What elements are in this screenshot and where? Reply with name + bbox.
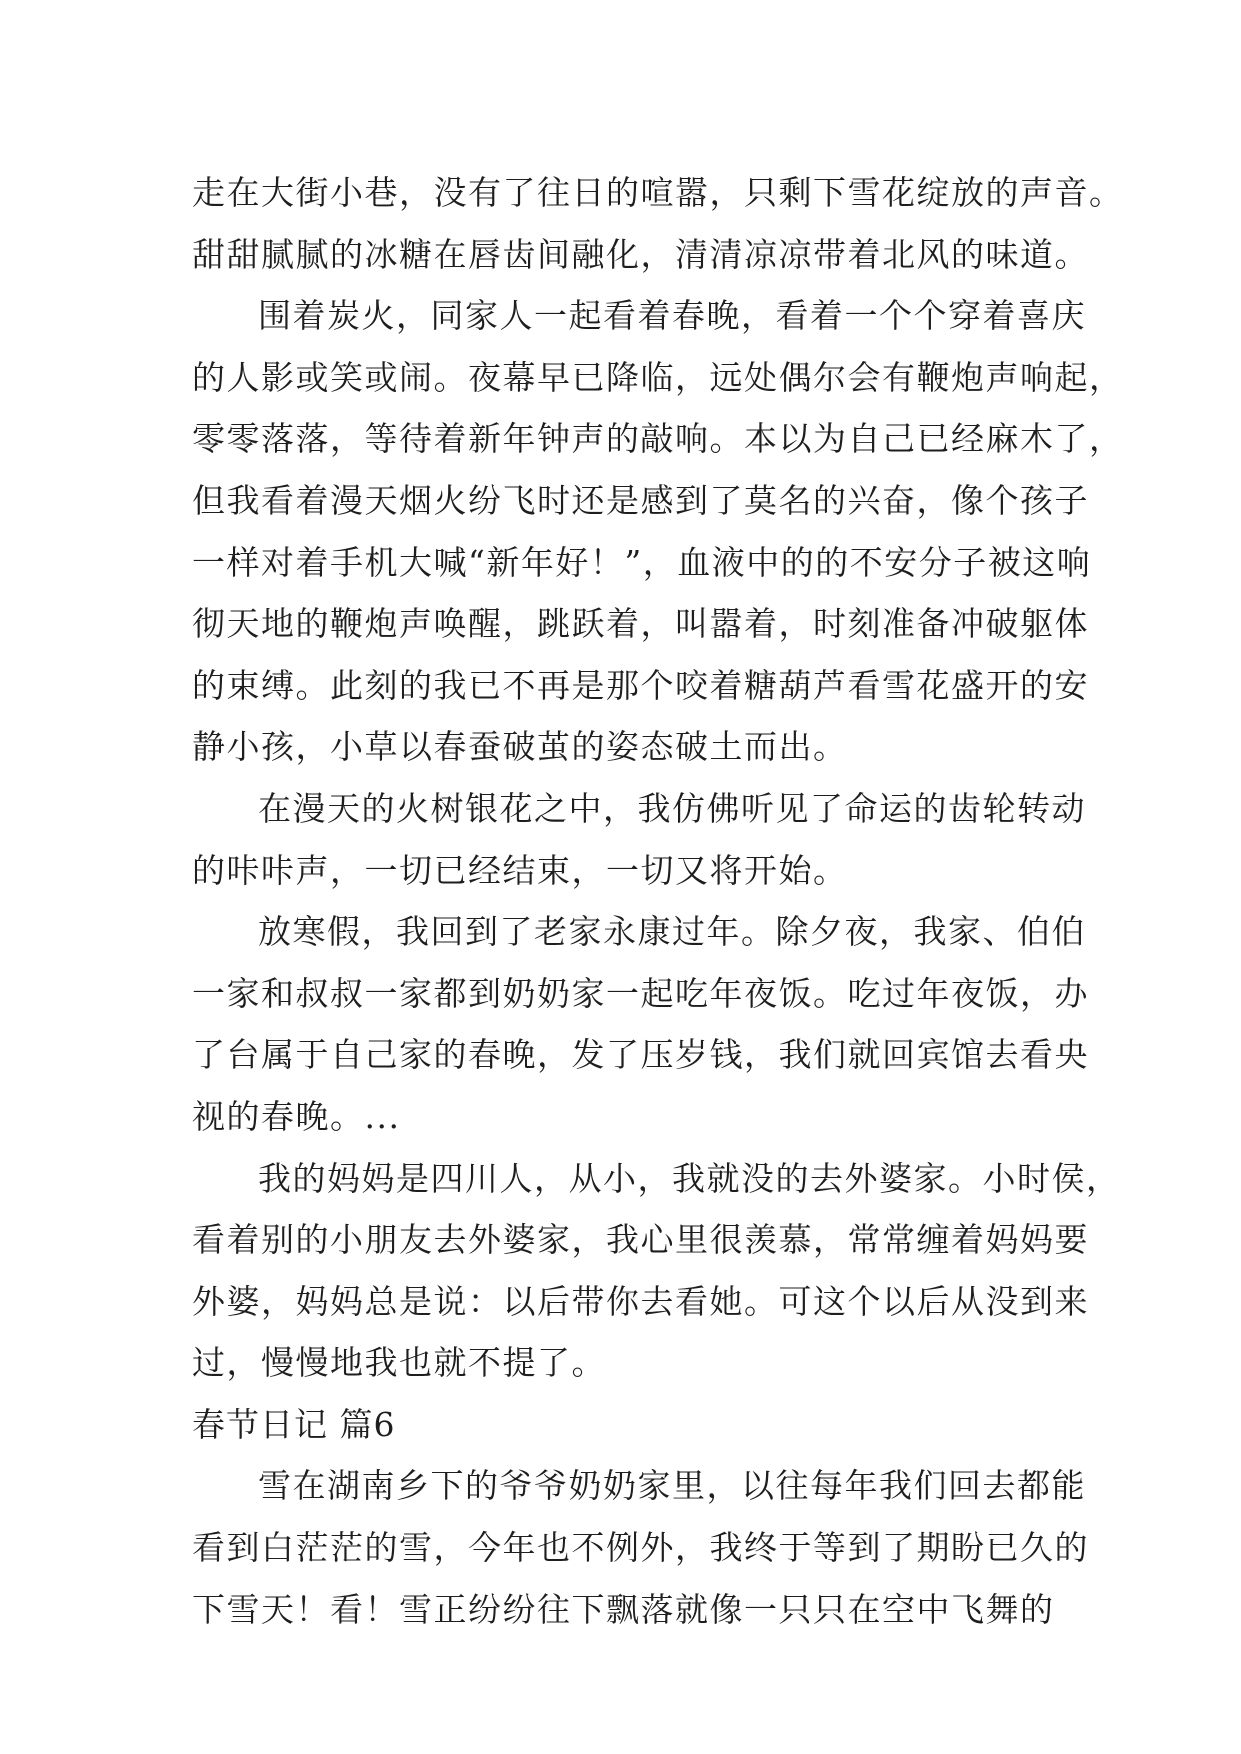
text-line: 视的春晚。... — [192, 1096, 401, 1136]
text-line: 看到白茫茫的雪，今年也不例外，我终于等到了期盼已久的 — [192, 1528, 1089, 1568]
text-line: 的人影或笑或闹。夜幕早已降临，远处偶尔会有鞭炮声响起， — [192, 357, 1124, 397]
paragraph-start-line: 我的妈妈是四川人，从小，我就没的去外婆家。小时侯， — [258, 1158, 1121, 1198]
paragraph-start-line: 雪在湖南乡下的爷爷奶奶家里，以往每年我们回去都能 — [258, 1466, 1086, 1506]
text-line: 甜甜腻腻的冰糖在唇齿间融化，清清凉凉带着北风的味道。 — [192, 234, 1089, 274]
section-heading: 春节日记 篇6 — [192, 1404, 396, 1444]
text-line: 走在大街小巷，没有了往日的喧嚣，只剩下雪花绽放的声音。 — [192, 173, 1124, 212]
text-line: 的咔咔声，一切已经结束，一切又将开始。 — [192, 850, 848, 890]
text-line: 一家和叔叔一家都到奶奶家一起吃年夜饭。吃过年夜饭，办 — [192, 973, 1089, 1013]
text-line: 零零落落，等待着新年钟声的敲响。本以为自己已经麻木了， — [192, 419, 1124, 459]
text-line: 看着别的小朋友去外婆家，我心里很羡慕，常常缠着妈妈要 — [192, 1220, 1089, 1260]
text-line: 静小孩，小草以春蚕破茧的姿态破土而出。 — [192, 727, 848, 767]
document-body — [192, 162, 1124, 1640]
paragraph-start-line: 围着炭火，同家人一起看着春晚，看着一个个穿着喜庆 — [258, 296, 1086, 336]
text-line: 但我看着漫天烟火纷飞时还是感到了莫名的兴奋，像个孩子 — [192, 480, 1089, 520]
paragraph-start-line: 放寒假，我回到了老家永康过年。除夕夜，我家、伯伯 — [258, 912, 1086, 952]
text-line: 彻天地的鞭炮声唤醒，跳跃着，叫嚣着，时刻准备冲破躯体 — [192, 604, 1089, 644]
text-line: 外婆，妈妈总是说：以后带你去看她。可这个以后从没到来 — [192, 1281, 1089, 1321]
text-line: 的束缚。此刻的我已不再是那个咬着糖葫芦看雪花盛开的安 — [192, 665, 1089, 705]
text-line: 过，慢慢地我也就不提了。 — [192, 1343, 606, 1383]
paragraph-start-line: 在漫天的火树银花之中，我仿佛听见了命运的齿轮转动 — [258, 788, 1086, 828]
text-line: 了台属于自己家的春晚，发了压岁钱，我们就回宾馆去看央 — [192, 1035, 1089, 1075]
text-line: 下雪天！看！雪正纷纷往下飘落就像一只只在空中飞舞的 — [192, 1589, 1055, 1629]
text-line: 一样对着手机大喊“新年好！”，血液中的的不安分子被这响 — [192, 542, 1092, 582]
